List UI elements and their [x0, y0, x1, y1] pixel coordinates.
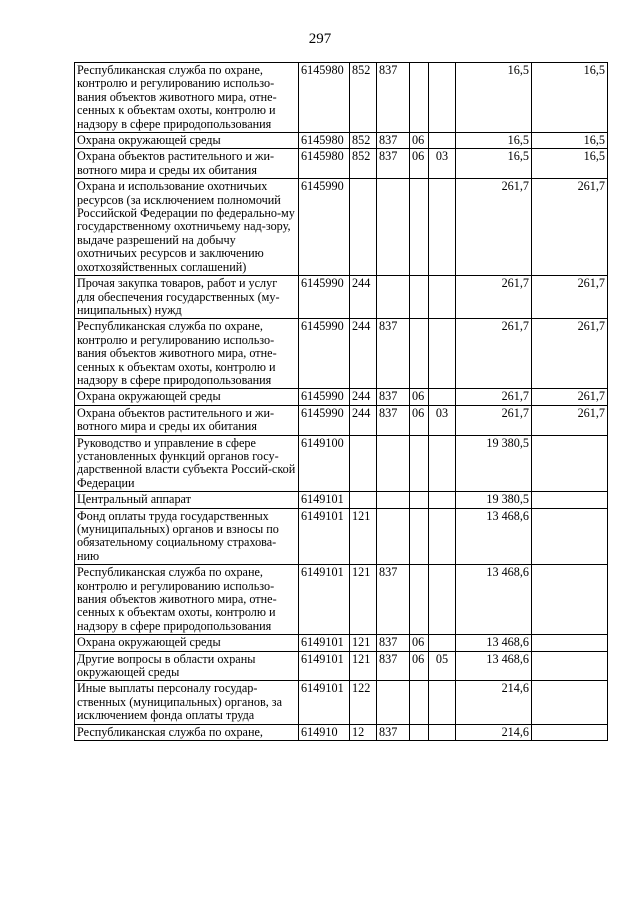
pr-code: 03 [429, 149, 456, 179]
table-row [75, 133, 608, 149]
csr-code: 6145990 [299, 405, 350, 435]
rz-code: 06 [410, 651, 429, 681]
amount-1: 19 380,5 [456, 435, 532, 492]
csr-code: 6145980 [299, 133, 350, 149]
vr-code: 852 [350, 149, 377, 179]
pr-code [429, 724, 456, 740]
pr-code [429, 319, 456, 389]
rz-code: 06 [410, 405, 429, 435]
table-row [75, 179, 608, 276]
rz-code: 06 [410, 149, 429, 179]
grbs-code: 837 [377, 405, 410, 435]
row-name: Республиканская служба по охране, контролю и регулированию использо-вания объектов животного мира, отне-сенных к объектам охоты, контролю и надзору в сфере природопользования [75, 565, 299, 635]
csr-code: 6145990 [299, 179, 350, 276]
pr-code: 05 [429, 651, 456, 681]
amount-1: 261,7 [456, 389, 532, 405]
rz-code [410, 63, 429, 133]
amount-2: 261,7 [532, 179, 608, 276]
amount-2 [532, 435, 608, 492]
vr-code: 244 [350, 276, 377, 319]
vr-code: 12 [350, 724, 377, 740]
grbs-code: 837 [377, 651, 410, 681]
pr-code [429, 681, 456, 724]
csr-code: 6149101 [299, 651, 350, 681]
amount-2 [532, 565, 608, 635]
page-number: 297 [308, 31, 332, 47]
budget-table [74, 62, 608, 741]
row-name: Республиканская служба по охране, [75, 724, 299, 740]
vr-code: 244 [350, 389, 377, 405]
rz-code [410, 508, 429, 565]
table-row [75, 565, 608, 635]
csr-code: 6145990 [299, 319, 350, 389]
amount-1: 261,7 [456, 405, 532, 435]
table-row [75, 63, 608, 133]
table-row [75, 405, 608, 435]
amount-1: 261,7 [456, 319, 532, 389]
table-row [75, 435, 608, 492]
csr-code: 6145980 [299, 63, 350, 133]
grbs-code [377, 435, 410, 492]
rz-code [410, 492, 429, 508]
rz-code: 06 [410, 635, 429, 651]
table-row [75, 508, 608, 565]
amount-2: 261,7 [532, 319, 608, 389]
vr-code [350, 435, 377, 492]
rz-code: 06 [410, 133, 429, 149]
row-name: Прочая закупка товаров, работ и услуг для обеспечения государственных (му-ниципальных) нужд [75, 276, 299, 319]
csr-code: 6145980 [299, 149, 350, 179]
rz-code [410, 681, 429, 724]
grbs-code: 837 [377, 133, 410, 149]
grbs-code: 837 [377, 635, 410, 651]
amount-2 [532, 635, 608, 651]
csr-code: 6145990 [299, 389, 350, 405]
table-row [75, 149, 608, 179]
row-name: Охрана и использование охотничьих ресурсов (за исключением полномочий Российской Федерации по федерально-му государственному охотничьему над-зору, выдаче разрешений на добычу охотничьих ресурсов и заключению охотхозяйственных соглашений) [75, 179, 299, 276]
row-name: Охрана объектов растительного и жи-вотного мира и среды их обитания [75, 405, 299, 435]
vr-code: 244 [350, 405, 377, 435]
vr-code: 852 [350, 133, 377, 149]
amount-2 [532, 508, 608, 565]
vr-code: 121 [350, 565, 377, 635]
amount-2 [532, 492, 608, 508]
table-row [75, 319, 608, 389]
table-row [75, 681, 608, 724]
pr-code [429, 635, 456, 651]
amount-2: 261,7 [532, 405, 608, 435]
row-name: Охрана окружающей среды [75, 133, 299, 149]
csr-code: 6149101 [299, 492, 350, 508]
amount-1: 16,5 [456, 133, 532, 149]
rz-code [410, 319, 429, 389]
table-row [75, 635, 608, 651]
row-name: Центральный аппарат [75, 492, 299, 508]
row-name: Республиканская служба по охране, контролю и регулированию использо-вания объектов животного мира, отне-сенных к объектам охоты, контролю и надзору в сфере природопользования [75, 319, 299, 389]
pr-code [429, 63, 456, 133]
vr-code: 244 [350, 319, 377, 389]
row-name: Фонд оплаты труда государственных (муниципальных) органов и взносы по обязательному социальному страхова-нию [75, 508, 299, 565]
amount-2 [532, 724, 608, 740]
csr-code: 6149100 [299, 435, 350, 492]
rz-code [410, 435, 429, 492]
amount-2 [532, 681, 608, 724]
pr-code [429, 565, 456, 635]
amount-1: 214,6 [456, 681, 532, 724]
grbs-code: 837 [377, 389, 410, 405]
pr-code: 03 [429, 405, 456, 435]
pr-code [429, 276, 456, 319]
amount-1: 19 380,5 [456, 492, 532, 508]
vr-code: 852 [350, 63, 377, 133]
amount-2: 16,5 [532, 133, 608, 149]
csr-code: 6149101 [299, 681, 350, 724]
amount-1: 13 468,6 [456, 508, 532, 565]
row-name: Республиканская служба по охране, контролю и регулированию использо-вания объектов животного мира, отне-сенных к объектам охоты, контролю и надзору в сфере природопользования [75, 63, 299, 133]
grbs-code [377, 508, 410, 565]
amount-2: 261,7 [532, 276, 608, 319]
amount-1: 13 468,6 [456, 651, 532, 681]
rz-code [410, 565, 429, 635]
grbs-code [377, 179, 410, 276]
vr-code: 121 [350, 635, 377, 651]
csr-code: 6149101 [299, 508, 350, 565]
grbs-code: 837 [377, 319, 410, 389]
amount-1: 261,7 [456, 179, 532, 276]
row-name: Иные выплаты персоналу государ-ственных (муниципальных) органов, за исключением фонда оплаты труда [75, 681, 299, 724]
amount-2: 261,7 [532, 389, 608, 405]
amount-1: 16,5 [456, 149, 532, 179]
rz-code: 06 [410, 389, 429, 405]
pr-code [429, 435, 456, 492]
amount-2: 16,5 [532, 149, 608, 179]
grbs-code: 837 [377, 63, 410, 133]
pr-code [429, 508, 456, 565]
vr-code [350, 179, 377, 276]
row-name: Руководство и управление в сфере установленных функций органов госу-дарственной власти субъекта Россий-ской Федерации [75, 435, 299, 492]
table-row [75, 276, 608, 319]
table-row [75, 389, 608, 405]
vr-code: 121 [350, 651, 377, 681]
pr-code [429, 133, 456, 149]
rz-code [410, 276, 429, 319]
grbs-code [377, 276, 410, 319]
csr-code: 6149101 [299, 635, 350, 651]
table-row [75, 724, 608, 740]
row-name: Охрана окружающей среды [75, 389, 299, 405]
rz-code [410, 724, 429, 740]
row-name: Охрана объектов растительного и жи-вотного мира и среды их обитания [75, 149, 299, 179]
grbs-code: 837 [377, 565, 410, 635]
table-row [75, 492, 608, 508]
amount-1: 214,6 [456, 724, 532, 740]
grbs-code: 837 [377, 149, 410, 179]
grbs-code: 837 [377, 724, 410, 740]
pr-code [429, 492, 456, 508]
amount-1: 261,7 [456, 276, 532, 319]
amount-2 [532, 651, 608, 681]
csr-code: 614910 [299, 724, 350, 740]
grbs-code [377, 492, 410, 508]
amount-1: 16,5 [456, 63, 532, 133]
pr-code [429, 389, 456, 405]
grbs-code [377, 681, 410, 724]
amount-2: 16,5 [532, 63, 608, 133]
amount-1: 13 468,6 [456, 635, 532, 651]
vr-code: 121 [350, 508, 377, 565]
rz-code [410, 179, 429, 276]
vr-code [350, 492, 377, 508]
amount-1: 13 468,6 [456, 565, 532, 635]
csr-code: 6145990 [299, 276, 350, 319]
pr-code [429, 179, 456, 276]
vr-code: 122 [350, 681, 377, 724]
csr-code: 6149101 [299, 565, 350, 635]
row-name: Охрана окружающей среды [75, 635, 299, 651]
row-name: Другие вопросы в области охраны окружающей среды [75, 651, 299, 681]
table-row [75, 651, 608, 681]
